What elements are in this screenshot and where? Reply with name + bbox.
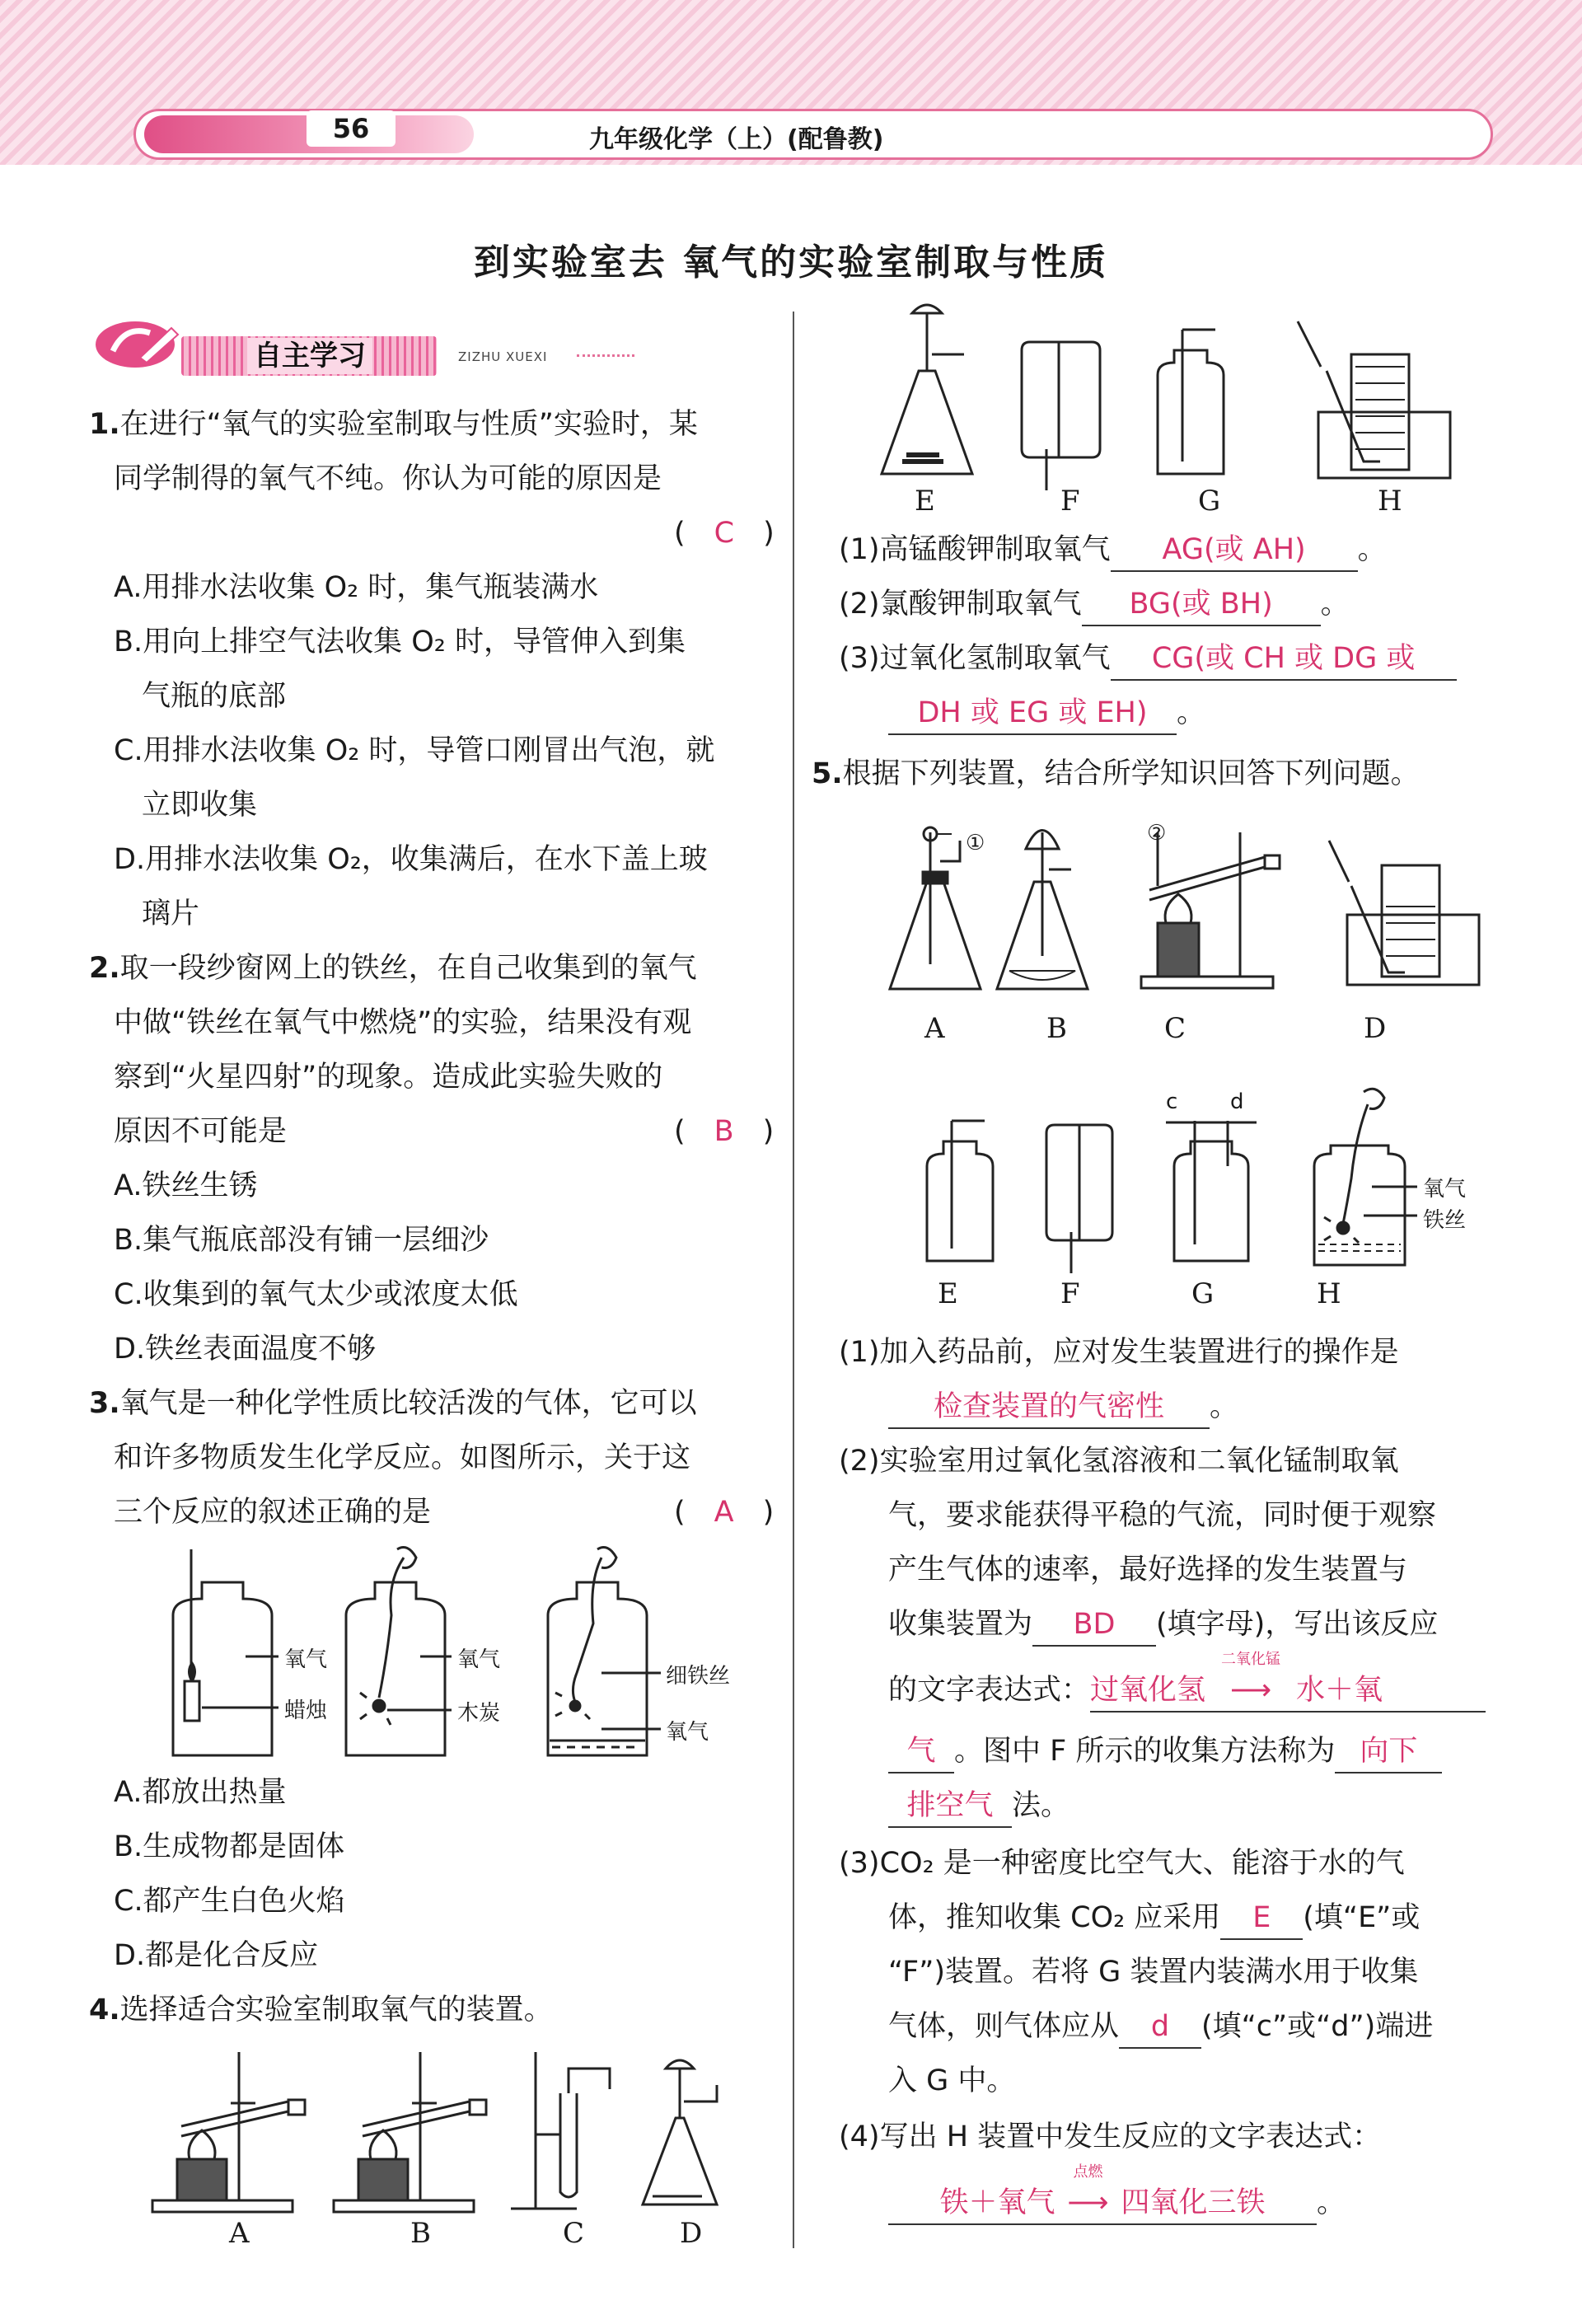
q4-label-d: D bbox=[680, 2217, 703, 2250]
q5-stem: 5.根据下列装置，结合所学知识回答下列问题。 bbox=[812, 757, 1420, 790]
q2-option-d: D.铁丝表面温度不够 bbox=[114, 1333, 377, 1366]
q5-label-h: H bbox=[1317, 1277, 1341, 1310]
q4-figure-abcd bbox=[148, 2052, 758, 2217]
q3-stem-line-2: 和许多物质发生化学反应。如图所示，关于这 bbox=[114, 1441, 691, 1474]
pen-icon bbox=[92, 316, 185, 372]
q5-label-d: D bbox=[1364, 1012, 1387, 1045]
q5-sub-2-line-5: 的文字表达式：过氧化氢 二氧化锰 ⟶ 水＋氧 bbox=[888, 1670, 1486, 1713]
q5-label-b: B bbox=[1046, 1012, 1067, 1045]
q5-figure-efgh bbox=[902, 1088, 1495, 1277]
q5-sub-4-answer: 铁＋氧气 点燃 ⟶ 四氧化三铁 。 bbox=[888, 2182, 1346, 2225]
q3-label-charcoal: 木炭 bbox=[457, 1701, 501, 1726]
q5-sub-3-line-1: (3)CO₂ 是一种密度比空气大、能溶于水的气 bbox=[839, 1847, 1405, 1880]
q1-stem-line-1: 1.在进行“氧气的实验室制取与性质”实验时，某 bbox=[89, 408, 698, 441]
q4-sub-3: (3)过氧化氢制取氧气 CG(或 CH 或 DG 或 bbox=[839, 638, 1457, 681]
q2-answer: ( B ) bbox=[674, 1115, 775, 1148]
q1-option-b-cont: 气瓶的底部 bbox=[142, 680, 287, 713]
q3-label-fine-iron-wire: 细铁丝 bbox=[666, 1664, 731, 1689]
q4-label-b: B bbox=[410, 2217, 431, 2250]
q2-stem-line-4: 原因不可能是 bbox=[114, 1115, 288, 1148]
q5-label-e: E bbox=[938, 1277, 958, 1310]
q2-stem-line-1: 2.取一段纱窗网上的铁丝，在自己收集到的氧气 bbox=[89, 952, 697, 985]
eq-condition-mno2: 二氧化锰 bbox=[1221, 1651, 1281, 1668]
section-dots bbox=[577, 354, 634, 357]
q3-answer: ( A ) bbox=[674, 1496, 775, 1529]
q2-stem-line-3: 察到“火星四射”的现象。造成此实验失败的 bbox=[114, 1061, 663, 1094]
q5-sub-2-line-6: 气 。图中 F 所示的收集方法称为 向下 bbox=[888, 1731, 1442, 1773]
q5-label-oxygen: 氧气 bbox=[1423, 1177, 1467, 1202]
q1-answer: ( C ) bbox=[674, 517, 775, 550]
q4-stem: 4.选择适合实验室制取氧气的装置。 bbox=[89, 1994, 553, 2026]
q1-option-a: A.用排水法收集 O₂ 时，集气瓶装满水 bbox=[114, 571, 599, 604]
q5-sub-2-line-2: 气，要求能获得平稳的气流，同时便于观察 bbox=[888, 1499, 1437, 1532]
q3-figure bbox=[140, 1549, 733, 1764]
q1-stem-line-2: 同学制得的氧气不纯。你认为可能的原因是 bbox=[114, 462, 662, 495]
q2-option-c: C.收集到的氧气太少或浓度太低 bbox=[114, 1278, 518, 1311]
q5-port-d: d bbox=[1230, 1089, 1244, 1114]
q5-sub-3-line-4: 气体，则气体应从 d (填“c”或“d”)端进 bbox=[888, 2006, 1433, 2049]
section-subtitle: ZIZHU XUEXI bbox=[458, 349, 548, 364]
q4-label-a: A bbox=[229, 2217, 250, 2250]
q4-sub-3-cont: DH 或 EG 或 EH) 。 bbox=[888, 692, 1205, 735]
section-title: 自主学习 bbox=[247, 338, 372, 374]
q5-label-a: A bbox=[924, 1012, 945, 1045]
q4-label-h: H bbox=[1378, 485, 1402, 518]
q5-sub-4: (4)写出 H 装置中发生反应的文字表达式： bbox=[839, 2120, 1382, 2153]
column-divider bbox=[793, 312, 794, 2248]
q3-stem-line-1: 3.氧气是一种化学性质比较活泼的气体，它可以 bbox=[89, 1387, 697, 1420]
book-title: 九年级化学（上）(配鲁教) bbox=[589, 125, 884, 154]
q5-sub-2-line-7: 排空气 法。 bbox=[888, 1785, 1069, 1828]
q3-label-candle: 蜡烛 bbox=[284, 1698, 328, 1723]
q4-label-g: G bbox=[1198, 485, 1221, 518]
q5-label-iron-wire: 铁丝 bbox=[1423, 1208, 1467, 1233]
q3-option-b: B.生成物都是固体 bbox=[114, 1830, 345, 1863]
q5-sub-2-line-1: (2)实验室用过氧化氢溶液和二氧化锰制取氧 bbox=[839, 1445, 1399, 1478]
q4-label-e: E bbox=[915, 485, 935, 518]
q2-option-a: A.铁丝生锈 bbox=[114, 1169, 258, 1202]
q5-sub-3-line-3: “F”)装置。若将 G 装置内装满水用于收集 bbox=[888, 1956, 1419, 1989]
q3-label-oxygen-3: 氧气 bbox=[666, 1720, 709, 1745]
q5-sub-1: (1)加入药品前，应对发生装置进行的操作是 bbox=[839, 1336, 1399, 1369]
q4-label-f: F bbox=[1060, 485, 1080, 518]
q2-stem-line-2: 中做“铁丝在氧气中燃烧”的实验，结果没有观 bbox=[114, 1006, 692, 1039]
q1-option-b: B.用向上排空气法收集 O₂ 时，导管伸入到集 bbox=[114, 626, 686, 658]
q4-sub-2: (2)氯酸钾制取氧气 BG(或 BH) 。 bbox=[839, 583, 1350, 626]
eq-condition-ignite: 点燃 bbox=[1073, 2163, 1103, 2181]
q5-label-c: C bbox=[1164, 1012, 1186, 1045]
q5-sub-1-answer: 检查装置的气密性 。 bbox=[888, 1386, 1238, 1429]
q5-mark-1: ① bbox=[966, 831, 985, 855]
q1-option-c-cont: 立即收集 bbox=[142, 789, 258, 822]
q5-sub-2-line-4: 收集装置为 BD (填字母)，写出该反应 bbox=[888, 1604, 1438, 1647]
q2-option-b: B.集气瓶底部没有铺一层细沙 bbox=[114, 1224, 489, 1257]
q1-option-d: D.用排水法收集 O₂，收集满后，在水下盖上玻 bbox=[114, 843, 708, 876]
q5-sub-2-line-3: 产生气体的速率，最好选择的发生装置与 bbox=[888, 1553, 1408, 1586]
page-title: 到实验室去 氧气的实验室制取与性质 bbox=[473, 241, 1109, 283]
q3-option-d: D.都是化合反应 bbox=[114, 1939, 319, 1972]
q5-label-f: F bbox=[1060, 1277, 1080, 1310]
q5-label-g: G bbox=[1191, 1277, 1215, 1310]
q3-option-a: A.都放出热量 bbox=[114, 1776, 287, 1809]
q3-stem-line-3: 三个反应的叙述正确的是 bbox=[114, 1496, 432, 1529]
q5-sub-3-line-5: 入 G 中。 bbox=[888, 2064, 1016, 2097]
q1-option-c: C.用排水法收集 O₂ 时，导管口刚冒出气泡，就 bbox=[114, 734, 715, 767]
q4-figure-efgh bbox=[869, 305, 1495, 486]
q3-label-oxygen-2: 氧气 bbox=[457, 1647, 501, 1672]
q5-sub-3-line-2: 体，推知收集 CO₂ 应采用 E (填“E”或 bbox=[888, 1897, 1420, 1940]
q5-mark-2: ② bbox=[1147, 821, 1167, 846]
page-number: 56 bbox=[307, 110, 396, 147]
q1-option-d-cont: 璃片 bbox=[142, 897, 200, 930]
q3-label-oxygen-1: 氧气 bbox=[284, 1647, 328, 1672]
q4-label-c: C bbox=[563, 2217, 585, 2250]
q3-option-c: C.都产生白色火焰 bbox=[114, 1885, 345, 1918]
q5-port-c: c bbox=[1166, 1089, 1178, 1114]
q4-sub-1: (1)高锰酸钾制取氧气 AG(或 AH) 。 bbox=[839, 529, 1387, 572]
